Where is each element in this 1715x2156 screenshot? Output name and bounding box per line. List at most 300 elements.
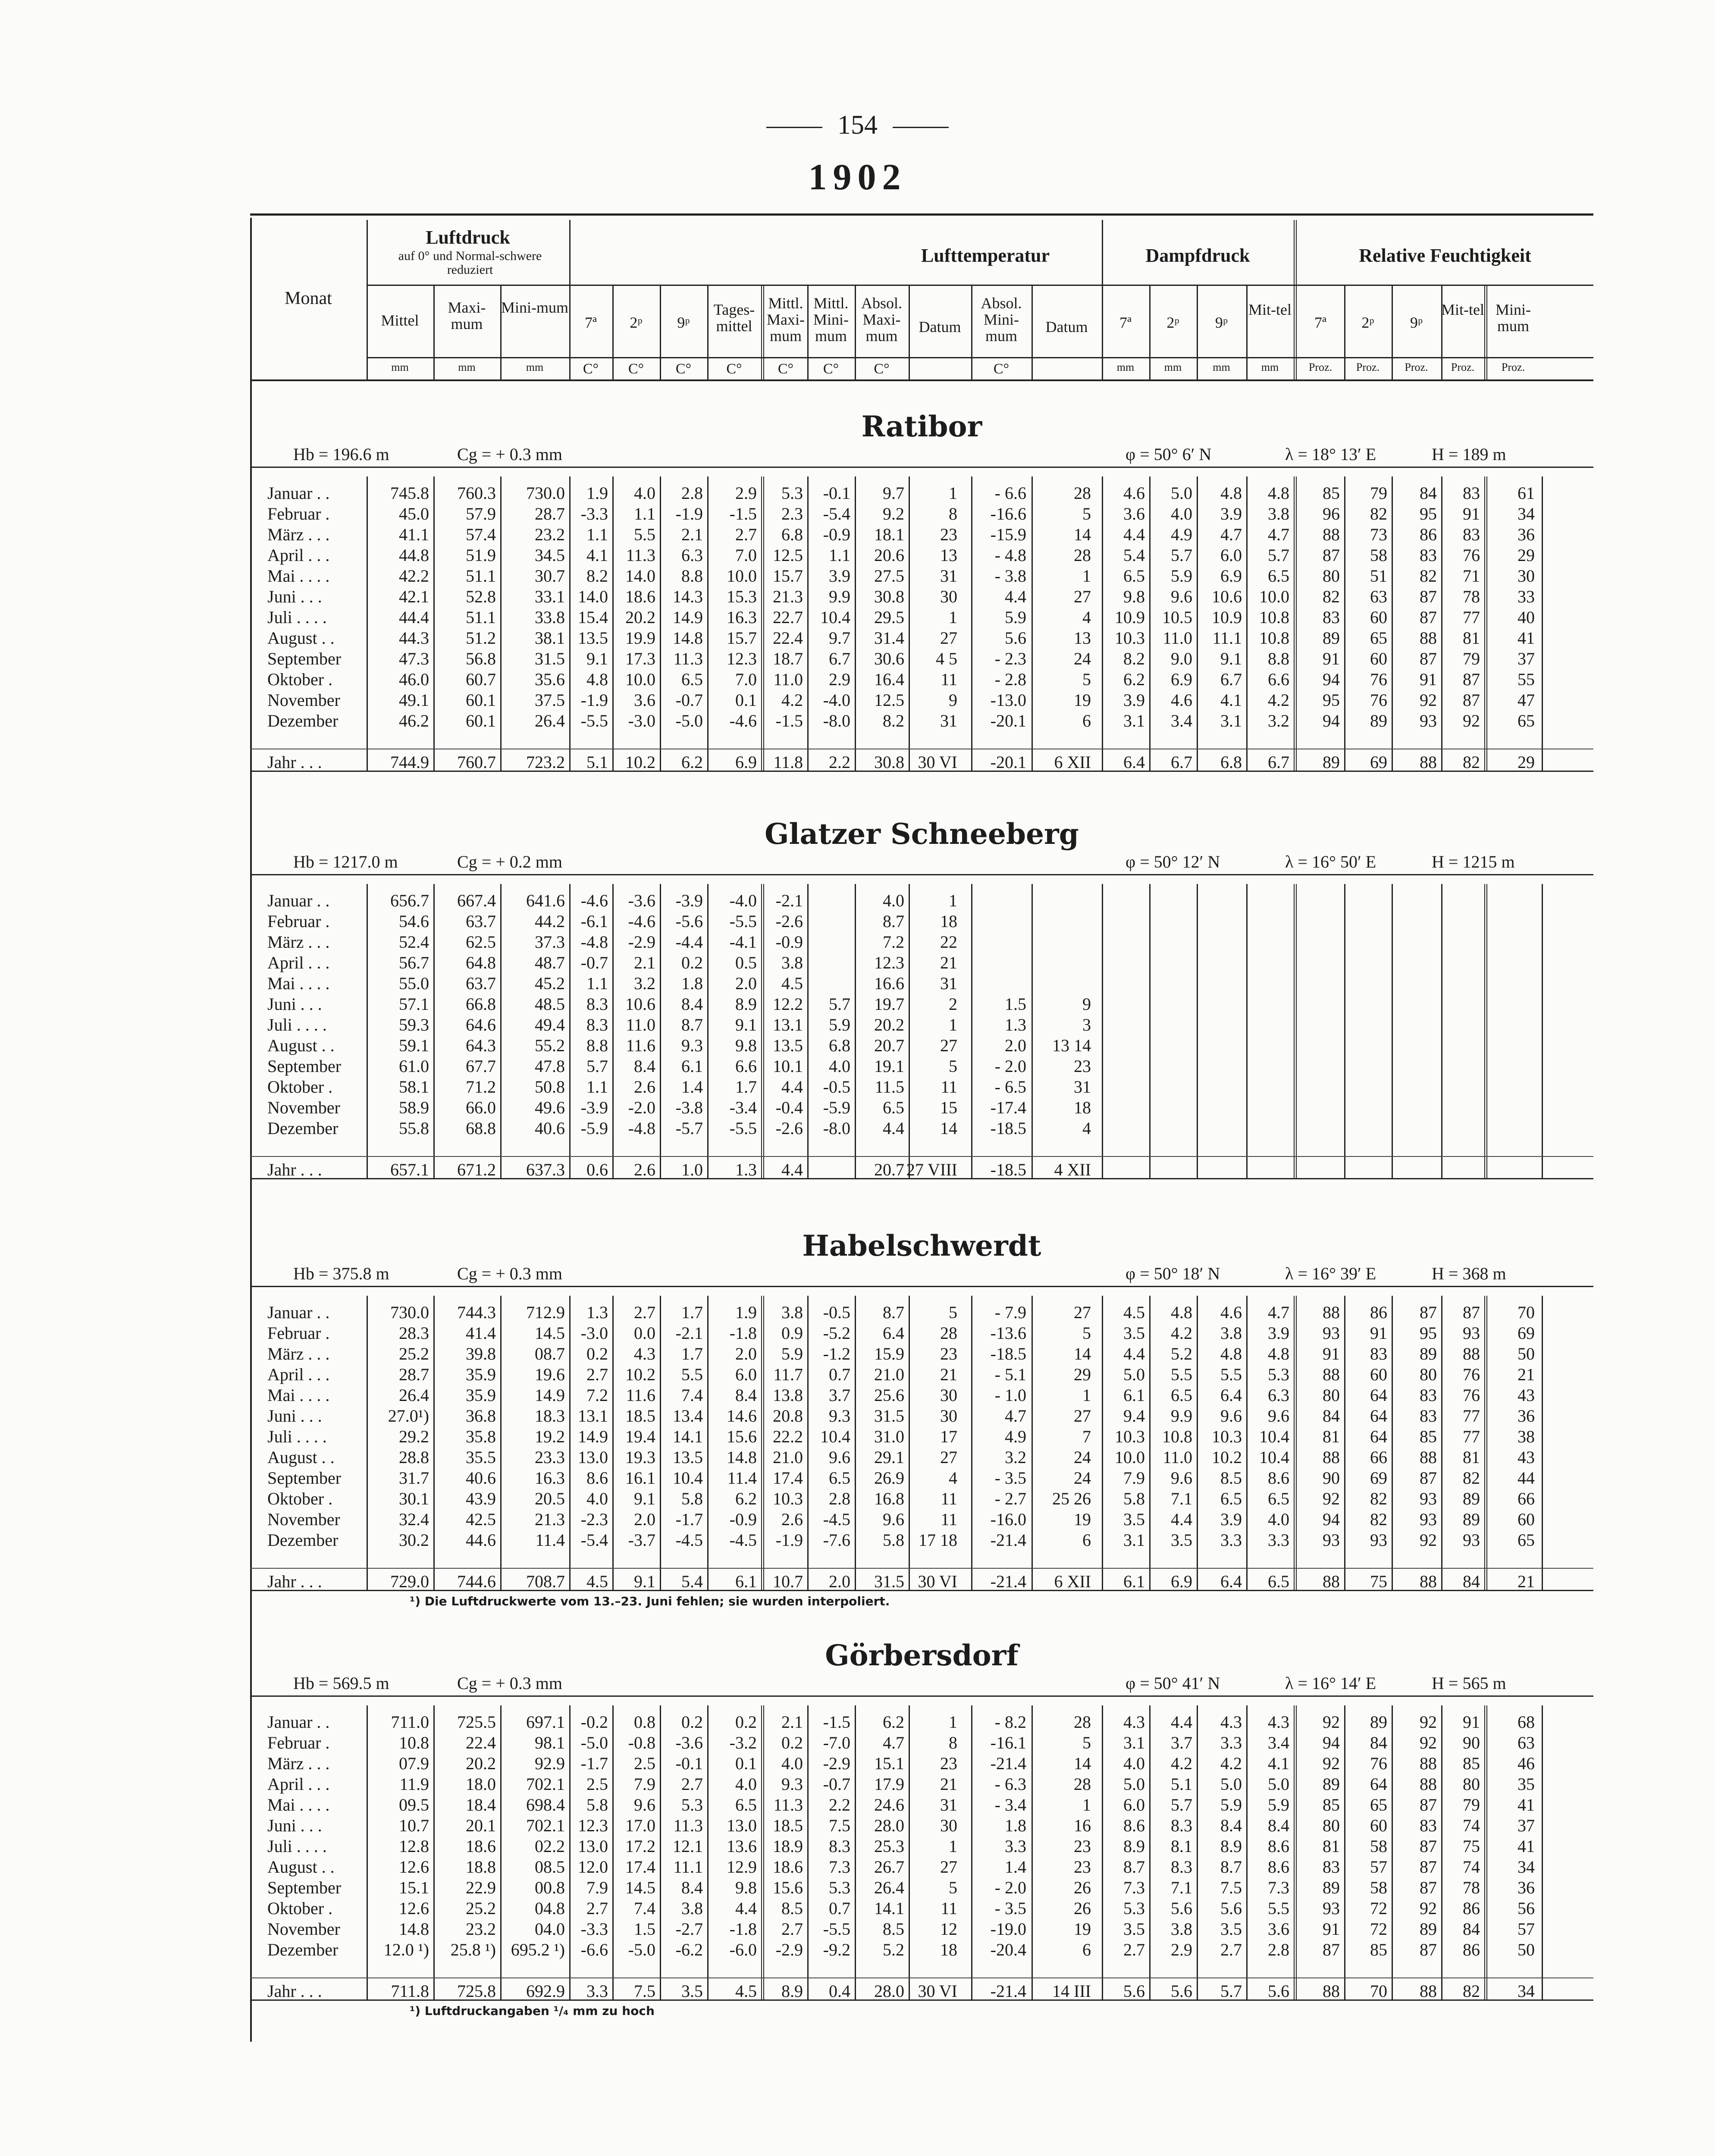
cell-value: 1 [949, 1712, 957, 1732]
cell-value: -4.0 [729, 891, 757, 910]
cell-value: 0.1 [735, 1754, 757, 1773]
cell-value: 0.7 [829, 1899, 850, 1918]
cell-value: 10.0 [625, 670, 655, 689]
cell-value: - 6.5 [994, 1077, 1026, 1097]
cell-value: 5.1 [1171, 1774, 1192, 1794]
cell-value: 64.6 [466, 1015, 496, 1034]
cell-value: 12.2 [773, 994, 803, 1014]
cell-value: 12.3 [727, 649, 757, 668]
cell-value: 18.6 [466, 1836, 496, 1856]
table-row [250, 1489, 1593, 1509]
month-label: Mai . . . . [267, 1795, 330, 1814]
cell-value: 82 [1463, 752, 1480, 772]
cell-value: 4.7 [883, 1733, 904, 1752]
cell-value: -1.5 [823, 1712, 850, 1732]
cell-value: 6.0 [1220, 545, 1242, 565]
cell-value: 24.6 [874, 1795, 904, 1814]
table-row [250, 1406, 1593, 1426]
cell-value: 86 [1463, 1940, 1480, 1959]
cell-value: 56.8 [466, 649, 496, 668]
section-end-rule [250, 1590, 1593, 1591]
cell-value: -2.9 [628, 932, 655, 952]
cell-value: 60.7 [466, 670, 496, 689]
cell-value: 79 [1463, 1795, 1480, 1814]
cell-value: 14.0 [625, 566, 655, 586]
month-label: September [267, 1056, 342, 1076]
cell-value: 8.3 [1171, 1816, 1192, 1835]
cell-value: 5.3 [1268, 1365, 1289, 1384]
cell-value: 6.9 [1171, 1572, 1192, 1591]
unit-mm: mm [526, 361, 544, 373]
cell-value: 76 [1463, 545, 1480, 565]
cell-value: 92.9 [535, 1754, 565, 1773]
cell-value: 6.4 [1123, 752, 1145, 772]
cell-value: 4 [949, 1468, 957, 1488]
cell-value: -3.4 [729, 1098, 757, 1117]
cell-value: 1.1 [586, 1077, 608, 1097]
cell-value: 6.4 [1220, 1385, 1242, 1405]
cell-value: 66.0 [466, 1098, 496, 1117]
month-label: Juni . . . [267, 587, 322, 606]
cell-value: 30 [940, 1406, 957, 1426]
cell-value: 10.1 [773, 1056, 803, 1076]
cell-value: 24 [1074, 1448, 1091, 1467]
cell-value: 18.6 [625, 587, 655, 606]
month-label: Dezember [267, 1530, 339, 1550]
cell-value: -3.6 [628, 891, 655, 910]
cell-value: 5.7 [1268, 545, 1289, 565]
cell-value: 3.9 [1268, 1323, 1289, 1343]
cell-value: 83 [1420, 1406, 1437, 1426]
cell-value: 8.5 [1220, 1468, 1242, 1488]
cell-value: -0.9 [823, 525, 850, 544]
cell-value: 3.9 [1220, 1510, 1242, 1529]
cell-value: 6.9 [1220, 566, 1242, 586]
cell-value: 51.9 [466, 545, 496, 565]
table-row [250, 1795, 1593, 1815]
cell-value: 84 [1420, 483, 1437, 503]
cell-value: 27 [940, 1857, 957, 1877]
cell-value: 60 [1517, 1510, 1535, 1529]
cell-value: 11.7 [773, 1365, 803, 1384]
cell-value: 1 [949, 608, 957, 627]
cell-value: - 2.7 [994, 1489, 1026, 1508]
month-label: September [267, 649, 342, 668]
cell-value: 82 [1370, 1510, 1387, 1529]
cell-value: 2.6 [634, 1160, 655, 1179]
header-dampf-9: 9ᵖ [1215, 314, 1228, 331]
cell-value: 8.3 [829, 1836, 850, 1856]
cell-value: 6.5 [1123, 566, 1145, 586]
section-end-rule [250, 1178, 1593, 1179]
cell-value: 3.5 [1171, 1530, 1192, 1550]
cell-value: 93 [1323, 1530, 1340, 1550]
cell-value: 91 [1463, 1712, 1480, 1732]
cell-value: 25 26 [1052, 1489, 1091, 1508]
cell-value: 95 [1420, 504, 1437, 523]
cell-value: 8.9 [735, 994, 757, 1014]
cell-value: -0.8 [628, 1733, 655, 1752]
station-title: Ratibor [861, 410, 982, 443]
cell-value: 66 [1517, 1489, 1535, 1508]
cell-value: 88 [1323, 1448, 1340, 1467]
cell-value: 5.9 [781, 1344, 803, 1363]
cell-value: 0.6 [586, 1160, 608, 1179]
cell-value: 6.3 [681, 545, 703, 565]
cell-value: 23 [940, 525, 957, 544]
cell-value: 22.4 [466, 1733, 496, 1752]
cell-value: 7.9 [634, 1774, 655, 1794]
cell-value: -4.6 [580, 891, 608, 910]
cell-value: 94 [1323, 711, 1340, 730]
cell-value: - 5.1 [994, 1365, 1026, 1384]
cell-value: 4.2 [1220, 1754, 1242, 1773]
table-row [250, 1940, 1593, 1960]
jahr-row [250, 1571, 1593, 1592]
cell-value: 79 [1463, 649, 1480, 668]
cell-value: 28.7 [399, 1365, 429, 1384]
cell-value: 4.6 [1123, 483, 1145, 503]
cell-value: 4.0 [1268, 1510, 1289, 1529]
cell-value: 17 [940, 1427, 957, 1446]
cell-value: 2.0 [829, 1572, 850, 1591]
cell-value: 34 [1517, 504, 1535, 523]
cell-value: 2.7 [735, 525, 757, 544]
cell-value: 6.0 [1123, 1795, 1145, 1814]
cell-value: 7.4 [681, 1385, 703, 1405]
cell-value: 61 [1517, 483, 1535, 503]
cell-value: 25.2 [399, 1344, 429, 1363]
table-row [250, 1815, 1593, 1836]
cell-value: -5.5 [729, 1119, 757, 1138]
table-row [250, 1015, 1593, 1035]
cell-value: 9.1 [1220, 649, 1242, 668]
cell-value: 95 [1420, 1323, 1437, 1343]
cell-value: 92 [1463, 711, 1480, 730]
cell-value: 02.2 [535, 1836, 565, 1856]
cell-value: -2.6 [775, 1119, 803, 1138]
cell-value: 55 [1517, 670, 1535, 689]
cell-value: -5.2 [823, 1323, 850, 1343]
cell-value: 8.2 [1123, 649, 1145, 668]
cell-value: 29.2 [399, 1427, 429, 1446]
table-row [250, 994, 1593, 1015]
station-rule [250, 467, 1593, 468]
cell-value: 6.6 [1268, 670, 1289, 689]
cell-value: 44.4 [399, 608, 429, 627]
header-luftdruck: Luftdruck [426, 227, 510, 248]
cell-value: -1.9 [675, 504, 703, 523]
cell-value: 80 [1323, 566, 1340, 586]
month-label: August . . [267, 1036, 335, 1055]
cell-value: 692.9 [526, 1981, 565, 2001]
header-dampf-2: 2ᵖ [1166, 314, 1179, 331]
cell-value: 38 [1517, 1427, 1535, 1446]
cell-value: 4.5 [735, 1981, 757, 2001]
cell-value: 1 [949, 483, 957, 503]
cell-value: 19.9 [625, 628, 655, 648]
cell-value: 31.4 [874, 628, 904, 648]
cell-value: 13.8 [773, 1385, 803, 1405]
cell-value: 2.0 [634, 1510, 655, 1529]
cell-value: 2.8 [681, 483, 703, 503]
cell-value: 4.6 [1171, 690, 1192, 710]
cell-value: 730.0 [390, 1303, 429, 1322]
cell-value: 7.5 [1220, 1878, 1242, 1897]
cell-value: 89 [1323, 1774, 1340, 1794]
cell-value: 56.7 [399, 953, 429, 972]
cell-value: 20.5 [535, 1489, 565, 1508]
cell-value: 12.1 [673, 1836, 703, 1856]
cell-value: 13.5 [773, 1036, 803, 1055]
cell-value: 14.9 [578, 1427, 608, 1446]
cell-value: 8.2 [586, 566, 608, 586]
cell-value: 711.0 [391, 1712, 429, 1732]
cell-value: 3.8 [1171, 1919, 1192, 1939]
cell-value: 7.9 [1123, 1468, 1145, 1488]
cell-value: 11.3 [626, 545, 655, 565]
cell-value: 698.4 [526, 1795, 565, 1814]
station-section [250, 401, 1593, 789]
station-rule [250, 874, 1593, 875]
jahr-row [250, 1159, 1593, 1180]
cell-value: 76 [1370, 1754, 1387, 1773]
cell-value: 41 [1517, 628, 1535, 648]
cell-value: 5.5 [1171, 1365, 1192, 1384]
cell-value: 4 5 [936, 649, 957, 668]
cell-value: 87 [1323, 545, 1340, 565]
cell-value: 83 [1420, 1385, 1437, 1405]
header-dampfdruck: Dampfdruck [1145, 245, 1250, 266]
cell-value: 729.0 [390, 1572, 429, 1591]
cell-value: 82 [1463, 1468, 1480, 1488]
cell-value: 89 [1463, 1489, 1480, 1508]
cell-value: 88 [1420, 1754, 1437, 1773]
cell-value: 12.6 [399, 1857, 429, 1877]
cell-value: 62.5 [466, 932, 496, 952]
cell-value: 6.3 [1268, 1385, 1289, 1405]
cell-value: 92 [1420, 1712, 1437, 1732]
cell-value: - 2.0 [994, 1878, 1026, 1897]
cell-value: - 2.8 [994, 670, 1026, 689]
cell-value: 83 [1323, 1857, 1340, 1877]
cell-value: -13.0 [990, 690, 1026, 710]
cell-value: 20.6 [874, 545, 904, 565]
cell-value: 83 [1420, 1816, 1437, 1835]
month-label: Dezember [267, 1940, 339, 1959]
cell-value: 88 [1420, 1572, 1437, 1591]
cell-value: 637.3 [526, 1160, 565, 1179]
cell-value: 3.1 [1123, 1733, 1145, 1752]
cell-value: 5.8 [586, 1795, 608, 1814]
cell-value: 5.6 [1220, 1899, 1242, 1918]
cell-value: 5.5 [634, 525, 655, 544]
cell-value: 5.3 [1123, 1899, 1145, 1918]
cell-value: 28 [1074, 483, 1091, 503]
cell-value: 92 [1323, 1754, 1340, 1773]
cell-value: 3.8 [781, 953, 803, 972]
cell-value: 41 [1517, 1795, 1535, 1814]
cell-value: 4.4 [1123, 525, 1145, 544]
station-cg: Cg = + 0.3 mm [457, 445, 563, 464]
cell-value: 30.2 [399, 1530, 429, 1550]
table-row [250, 1056, 1593, 1077]
cell-value: 16.3 [535, 1468, 565, 1488]
cell-value: -5.6 [675, 912, 703, 931]
cell-value: 4.4 [1123, 1344, 1145, 1363]
cell-value: 22.9 [466, 1878, 496, 1897]
cell-value: 33.8 [535, 608, 565, 627]
cell-value: -4.6 [729, 711, 757, 730]
station-height: H = 368 m [1432, 1264, 1506, 1283]
cell-value: -4.5 [729, 1530, 757, 1550]
cell-value: 3.8 [1220, 1323, 1242, 1343]
cell-value: 22 [940, 932, 957, 952]
cell-value: 5 [1082, 670, 1091, 689]
cell-value: -3.7 [628, 1530, 655, 1550]
cell-value: 4.0 [829, 1056, 850, 1076]
cell-value: 0.2 [586, 1344, 608, 1363]
cell-value: 64 [1370, 1385, 1387, 1405]
cell-value: 37 [1517, 649, 1535, 668]
cell-value: 8.6 [1268, 1468, 1289, 1488]
cell-value: 11 [941, 1510, 957, 1529]
cell-value: 27 [940, 1448, 957, 1467]
cell-value: 9.6 [634, 1795, 655, 1814]
header-tagesmittel: Tages-mittel [713, 301, 755, 335]
cell-value: 83 [1323, 608, 1340, 627]
table-row [250, 1097, 1593, 1118]
cell-value: 17.0 [625, 1816, 655, 1835]
cell-value: 43 [1517, 1385, 1535, 1405]
cell-value: 89 [1323, 1878, 1340, 1897]
cell-value: 36 [1517, 525, 1535, 544]
cell-value: 5.9 [829, 1015, 850, 1034]
cell-value: -0.1 [823, 483, 850, 503]
cell-value: 64.8 [466, 953, 496, 972]
cell-value: 4.8 [586, 670, 608, 689]
cell-value: -5.0 [675, 711, 703, 730]
cell-value: 33 [1517, 587, 1535, 606]
cell-value: 4.4 [1171, 1712, 1192, 1732]
cell-value: 88 [1323, 525, 1340, 544]
cell-value: 1.8 [681, 974, 703, 993]
cell-value: -2.1 [675, 1323, 703, 1343]
cell-value: 2.7 [586, 1899, 608, 1918]
cell-value: 33.1 [535, 587, 565, 606]
unit-mm: mm [1261, 361, 1279, 373]
station-height: H = 189 m [1432, 445, 1506, 464]
month-label: Juni . . . [267, 1406, 322, 1426]
cell-value: 14.1 [874, 1899, 904, 1918]
jahr-rule [250, 1156, 1593, 1157]
cell-value: 88 [1323, 1303, 1340, 1322]
cell-value: 87 [1420, 649, 1437, 668]
cell-value: -4.5 [823, 1510, 850, 1529]
cell-value: 4.4 [1005, 587, 1026, 606]
cell-value: 10.9 [1212, 608, 1242, 627]
cell-value: 2.0 [1005, 1036, 1026, 1055]
cell-value: 87 [1420, 1303, 1437, 1322]
cell-value: 59.1 [399, 1036, 429, 1055]
cell-value: 5.0 [1123, 1774, 1145, 1794]
station-phi: φ = 50° 18′ N [1126, 1264, 1220, 1283]
cell-value: 4.4 [781, 1160, 803, 1179]
cell-value: 89 [1420, 1344, 1437, 1363]
cell-value: -20.4 [990, 1940, 1026, 1959]
cell-value: 61.0 [399, 1056, 429, 1076]
cell-value: 0.1 [735, 690, 757, 710]
header-luftdruck-min: Mini-mum [501, 299, 568, 316]
cell-value: 3.2 [1268, 711, 1289, 730]
cell-value: 23 [1074, 1056, 1091, 1076]
cell-value: 64 [1370, 1774, 1387, 1794]
month-label: Juni . . . [267, 994, 322, 1014]
cell-value: 8.3 [586, 1015, 608, 1034]
cell-value: 11.4 [727, 1468, 757, 1488]
station-section [250, 1220, 1593, 1608]
cell-value: 3.6 [1123, 504, 1145, 523]
cell-value: 4 [1082, 1119, 1091, 1138]
cell-value: 18.1 [874, 525, 904, 544]
cell-value: 84 [1370, 1733, 1387, 1752]
cell-value: 6.5 [1171, 1385, 1192, 1405]
cell-value: 4.0 [883, 891, 904, 910]
cell-value: 20.7 [874, 1036, 904, 1055]
cell-value: -20.1 [990, 711, 1026, 730]
cell-value: 24 [1074, 1468, 1091, 1488]
table-row [250, 1035, 1593, 1056]
cell-value: -3.9 [675, 891, 703, 910]
cell-value: 15.1 [399, 1878, 429, 1897]
table-row [250, 1919, 1593, 1940]
cell-value: 19 [1074, 1510, 1091, 1529]
cell-value: 6.4 [883, 1323, 904, 1343]
cell-value: -13.6 [990, 1323, 1026, 1343]
table-row [250, 711, 1593, 731]
cell-value: 92 [1420, 1733, 1437, 1752]
cell-value: 1 [949, 1015, 957, 1034]
cell-value: -1.9 [580, 690, 608, 710]
cell-value: 31 [1074, 1077, 1091, 1097]
cell-value: -4.8 [628, 1119, 655, 1138]
cell-value: 4.6 [1220, 1303, 1242, 1322]
cell-value: 4.7 [1005, 1406, 1026, 1426]
cell-value: 7.9 [586, 1878, 608, 1897]
cell-value: 8.5 [781, 1899, 803, 1918]
month-label: Jahr . . . [267, 752, 322, 772]
cell-value: 43.9 [466, 1489, 496, 1508]
cell-value: 6.5 [735, 1795, 757, 1814]
month-label: Juli . . . . [267, 608, 327, 627]
cell-value: 30 VI [918, 1981, 957, 2001]
cell-value: -3.0 [628, 711, 655, 730]
cell-value: -3.6 [675, 1733, 703, 1752]
cell-value: 5.5 [1268, 1899, 1289, 1918]
cell-value: 4.9 [1171, 525, 1192, 544]
cell-value: 5.4 [1123, 545, 1145, 565]
unit-c: C° [874, 361, 890, 377]
cell-value: -2.7 [675, 1919, 703, 1939]
cell-value: 52.8 [466, 587, 496, 606]
cell-value: 8.5 [883, 1919, 904, 1939]
cell-value: 8.4 [681, 1878, 703, 1897]
station-section [250, 1630, 1593, 2018]
cell-value: 12.8 [399, 1836, 429, 1856]
unit-c: C° [628, 361, 644, 377]
cell-value: 2.7 [634, 1303, 655, 1322]
cell-value: 2.1 [681, 525, 703, 544]
